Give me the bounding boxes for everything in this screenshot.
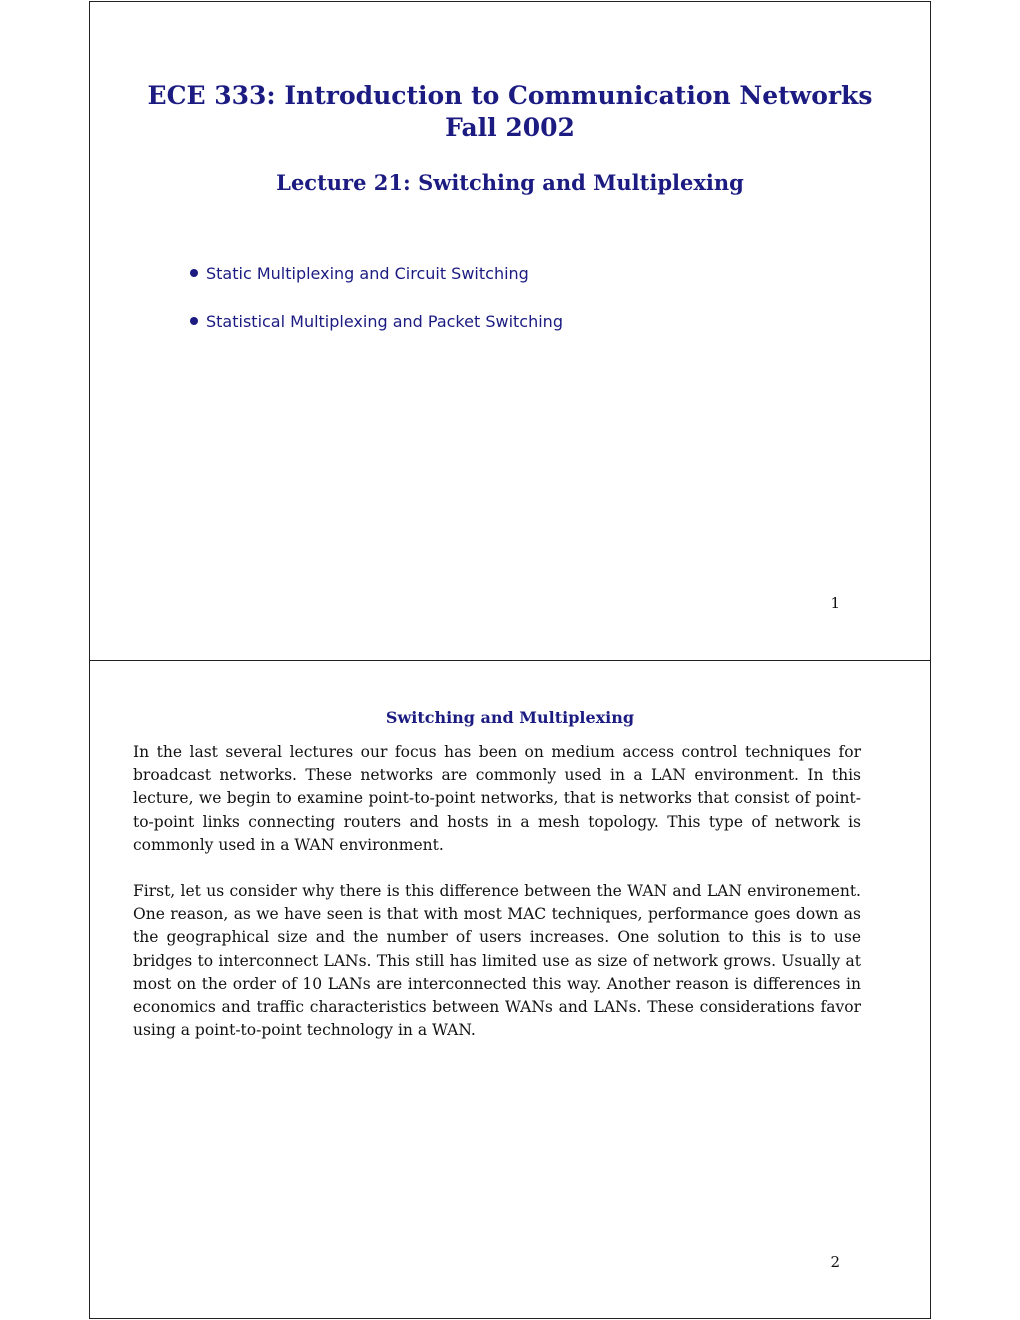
slide-2 (89, 660, 931, 1319)
semester-title: Fall 2002 (445, 113, 575, 142)
bullet-item (190, 312, 563, 331)
section-heading: Switching and Multiplexing (385, 708, 635, 727)
paragraph: First, let us consider why there is this difference between the WAN and LAN environement. One reason, as we have seen is that with most MAC techniques, performance goes down as the geographical size and the number of users increases. One solution to this is to use bridges to interconnect LANs. This still has limited use as size of network grows. Usually at most on the order of 10 LANs are interconnected this way. Another reason is differences in economics and traffic characteristics between WANs and LANs. These considerations favor using a point-to-point technology in a WAN. (133, 882, 861, 1040)
page-number: 1 (830, 594, 840, 612)
bullet-icon (190, 317, 198, 325)
slide-1 (89, 1, 931, 661)
bullet-item (190, 264, 529, 283)
lecture-title: Lecture 21: Switching and Multiplexing (276, 170, 744, 195)
course-title: ECE 333: Introduction to Communication Networks (147, 81, 873, 110)
paragraph: In the last several lectures our focus has been on medium access control techniques for broadcast networks. These networks are commonly used in a LAN environment. In this lecture, we begin to examine point-to-point networks, that is networks that consist of point-to-point links connecting routers and hosts in a mesh topology. This type of network is commonly used in a WAN environment. (133, 743, 861, 854)
bullet-icon (190, 269, 198, 277)
page-number: 2 (830, 1253, 840, 1271)
bullet-text: Statistical Multiplexing and Packet Switching (206, 312, 563, 331)
bullet-text: Static Multiplexing and Circuit Switching (206, 264, 529, 283)
